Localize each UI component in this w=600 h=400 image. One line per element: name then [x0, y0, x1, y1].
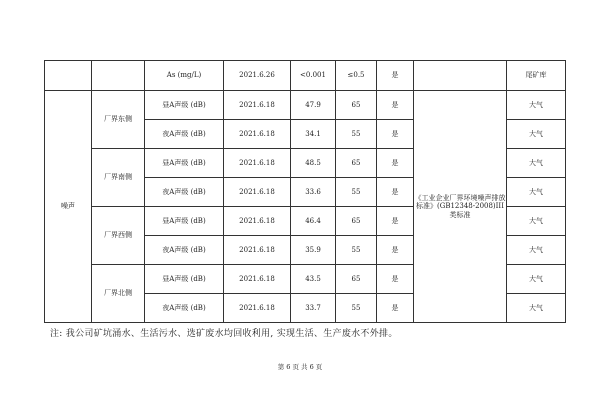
destination-cell: 大气: [507, 294, 566, 323]
item-cell: 夜A声级 (dB): [145, 120, 224, 149]
date-cell: 2021.6.18: [224, 236, 291, 265]
compliant-cell: 是: [377, 236, 414, 265]
date-cell: 2021.6.26: [224, 61, 291, 91]
item-cell: 昼A声级 (dB): [145, 265, 224, 294]
date-cell: 2021.6.18: [224, 120, 291, 149]
item-cell: As (mg/L): [145, 61, 224, 91]
position-cell: 厂界南侧: [92, 149, 145, 207]
date-cell: 2021.6.18: [224, 91, 291, 120]
limit-cell: 55: [336, 294, 377, 323]
date-cell: 2021.6.18: [224, 294, 291, 323]
page-number: 第 6 页 共 6 页: [277, 363, 323, 371]
result-cell: 46.4: [291, 207, 336, 236]
result-cell: <0.001: [291, 61, 336, 91]
item-cell: 昼A声级 (dB): [145, 91, 224, 120]
result-cell: 48.5: [291, 149, 336, 178]
compliant-cell: 是: [377, 61, 414, 91]
item-cell: 昼A声级 (dB): [145, 207, 224, 236]
limit-cell: 65: [336, 149, 377, 178]
position-cell: 厂界东侧: [92, 91, 145, 149]
date-cell: 2021.6.18: [224, 207, 291, 236]
limit-cell: ≤0.5: [336, 61, 377, 91]
noise-category-cell: 噪声: [45, 91, 92, 323]
standard-cell: 《工业企业厂界环境噪声排放标准》(GB12348-2008)III类标准: [414, 91, 507, 323]
limit-cell: 55: [336, 120, 377, 149]
limit-cell: 65: [336, 265, 377, 294]
limit-cell: 55: [336, 178, 377, 207]
date-cell: 2021.6.18: [224, 149, 291, 178]
result-cell: 33.6: [291, 178, 336, 207]
table-row: [45, 61, 566, 91]
position-cell: 厂界西侧: [92, 207, 145, 265]
result-cell: 34.1: [291, 120, 336, 149]
result-cell: 43.5: [291, 265, 336, 294]
limit-cell: 65: [336, 207, 377, 236]
destination-cell: 大气: [507, 236, 566, 265]
item-cell: 昼A声级 (dB): [145, 149, 224, 178]
destination-cell: 大气: [507, 207, 566, 236]
item-cell: 夜A声级 (dB): [145, 178, 224, 207]
compliant-cell: 是: [377, 91, 414, 120]
result-cell: 47.9: [291, 91, 336, 120]
destination-cell: 大气: [507, 178, 566, 207]
compliant-cell: 是: [377, 207, 414, 236]
compliant-cell: 是: [377, 178, 414, 207]
limit-cell: 55: [336, 236, 377, 265]
category-cell-empty: [45, 61, 92, 91]
compliant-cell: 是: [377, 120, 414, 149]
item-cell: 夜A声级 (dB): [145, 236, 224, 265]
destination-cell: 大气: [507, 91, 566, 120]
destination-cell: 大气: [507, 265, 566, 294]
date-cell: 2021.6.18: [224, 265, 291, 294]
limit-cell: 65: [336, 91, 377, 120]
date-cell: 2021.6.18: [224, 178, 291, 207]
destination-cell: 大气: [507, 120, 566, 149]
result-cell: 33.7: [291, 294, 336, 323]
compliant-cell: 是: [377, 265, 414, 294]
item-cell: 夜A声级 (dB): [145, 294, 224, 323]
footnote: 注: 我公司矿坑涌水、生活污水、选矿废水均回收利用, 实现生活、生产废水不外排。: [50, 329, 398, 339]
position-cell: 厂界北侧: [92, 265, 145, 323]
table-row: [45, 91, 566, 120]
result-cell: 35.9: [291, 236, 336, 265]
destination-cell: 尾矿库: [507, 61, 566, 91]
destination-cell: 大气: [507, 149, 566, 178]
standard-cell-empty: [414, 61, 507, 91]
compliant-cell: 是: [377, 294, 414, 323]
compliant-cell: 是: [377, 149, 414, 178]
position-cell-empty: [92, 61, 145, 91]
monitoring-table: [44, 60, 566, 323]
